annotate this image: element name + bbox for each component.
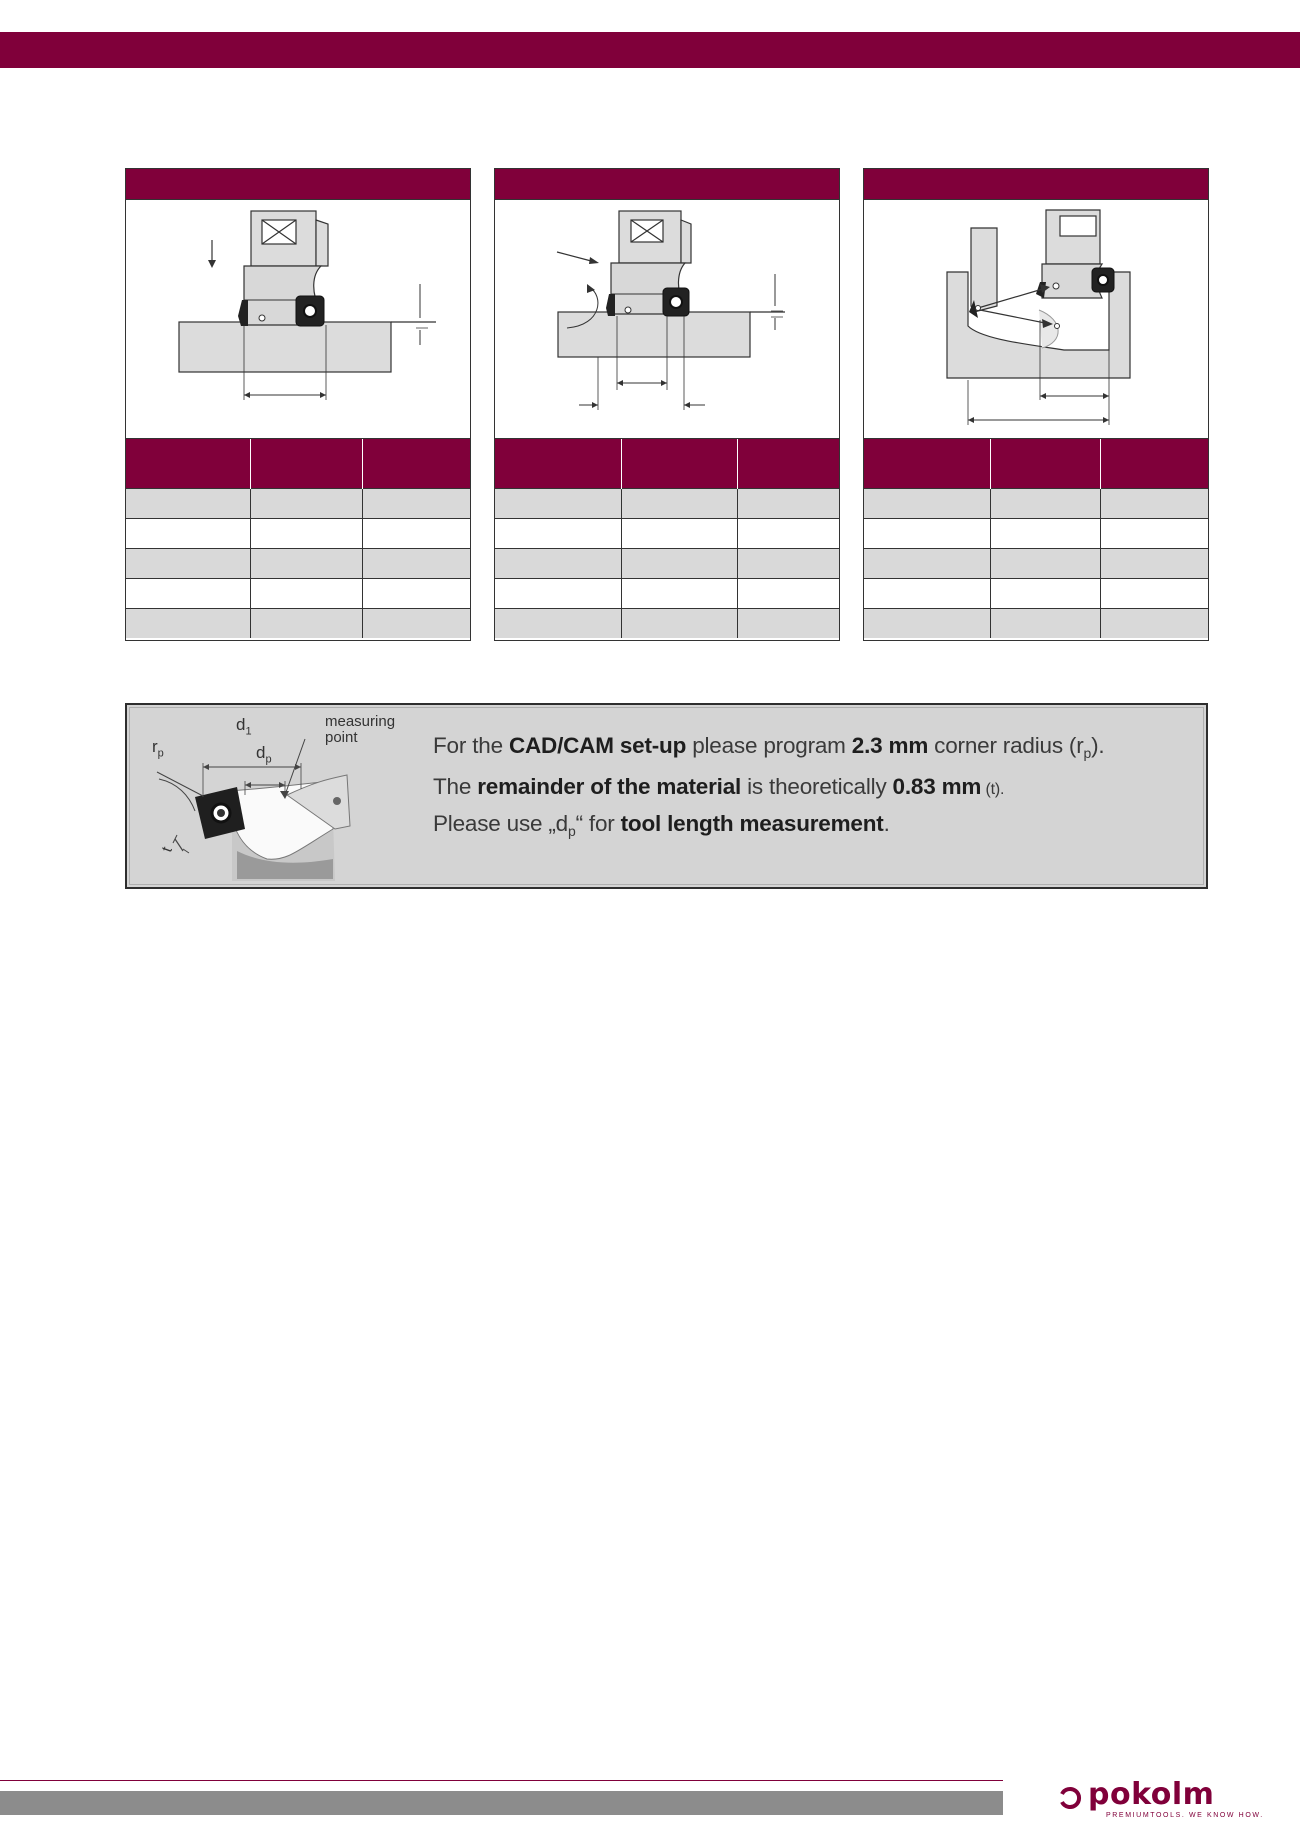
subscript: p xyxy=(1083,745,1092,761)
machining-panel-face-milling xyxy=(125,168,471,641)
instruction-line-3 xyxy=(433,807,1104,848)
emphasis-remainder-value: 0.83 mm xyxy=(892,774,982,799)
label-d1-subscript: 1 xyxy=(245,725,252,738)
text: corner radius (r xyxy=(928,733,1084,758)
text: is theoretically xyxy=(741,774,893,799)
panel-header xyxy=(864,169,1208,199)
emphasis-cad-cam: CAD/CAM set-up xyxy=(508,733,687,758)
cad-cam-instructions xyxy=(433,729,1104,848)
emphasis-tool-length: tool length measurement xyxy=(620,811,884,836)
emphasis-remainder: remainder of the material xyxy=(477,774,742,799)
logo-ring-icon xyxy=(1058,1786,1082,1810)
label-measuring: measuring xyxy=(325,713,396,730)
subscript: p xyxy=(567,823,576,839)
text: please program xyxy=(686,733,852,758)
text: The xyxy=(433,774,478,799)
label-point: point xyxy=(325,729,358,746)
text: . xyxy=(883,811,890,836)
panel-header xyxy=(495,169,839,199)
label-dp: d xyxy=(256,743,266,762)
panel-header xyxy=(126,169,470,199)
pocket-milling-diagram xyxy=(864,199,1208,438)
label-rp-subscript: p xyxy=(157,747,164,760)
face-milling-diagram xyxy=(126,199,470,438)
cad-cam-info-box xyxy=(125,703,1208,889)
machining-panel-pocket-milling xyxy=(863,168,1209,641)
footer-bar xyxy=(0,1791,1003,1815)
logo-wordmark: pokolm xyxy=(1088,1777,1215,1812)
text: (t). xyxy=(981,781,1005,798)
label-d1: d xyxy=(236,715,246,734)
footer-divider xyxy=(0,1780,1003,1781)
pokolm-logo xyxy=(1058,1777,1278,1822)
label-rp: r xyxy=(152,737,158,756)
instruction-line-1 xyxy=(433,729,1104,770)
panel-table xyxy=(864,438,1208,638)
text: ). xyxy=(1091,733,1105,758)
label-dp-subscript: p xyxy=(265,753,272,766)
tool-illustration xyxy=(137,711,427,881)
label-t: t xyxy=(158,844,176,855)
text: For the xyxy=(433,733,509,758)
panel-table xyxy=(126,438,470,638)
text: “ for xyxy=(575,811,621,836)
panel-table xyxy=(495,438,839,638)
text: Please use „d xyxy=(433,811,568,836)
machining-panel-ramping xyxy=(494,168,840,641)
logo-tagline: PREMIUMTOOLS. WE KNOW HOW. xyxy=(1106,1812,1264,1819)
ramping-diagram xyxy=(495,199,839,438)
instruction-line-2 xyxy=(433,770,1104,807)
top-brand-band xyxy=(0,32,1300,68)
emphasis-radius-value: 2.3 mm xyxy=(851,733,929,758)
